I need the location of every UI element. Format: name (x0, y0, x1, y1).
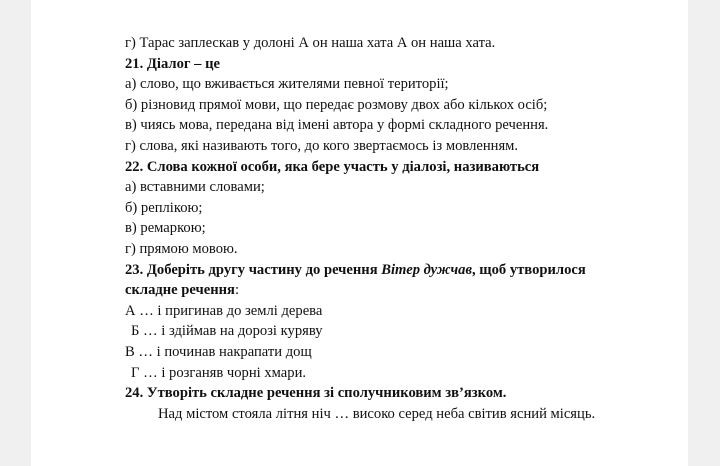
question-23-option-b: Б … і здіймав на дорозі куряву (131, 323, 323, 340)
question-21-option-b: б) різновид прямої мови, що передає розмову двох або кількох осіб; (125, 96, 548, 113)
question-21-option-a: а) слово, що вживається жителями певної території; (125, 76, 449, 93)
document-content (125, 33, 685, 424)
question-22-option-b: б) реплікою; (125, 199, 203, 216)
question-23-option-c: В … і починав накрапати дощ (125, 343, 312, 360)
question-23-title-part1: 23. Доберіть другу частину до речення (125, 261, 382, 278)
question-22-option-a: а) вставними словами; (125, 179, 265, 196)
answer-line-g-q20: г) Тарас заплескав у долоні А он наша хата А он наша хата. (125, 35, 496, 51)
question-21-option-c: в) чиясь мова, передана від імені автора у формі складного речення. (125, 117, 549, 134)
document-page (31, 0, 688, 466)
question-23-title (125, 260, 685, 281)
question-21-title: 21. Діалог – це (125, 55, 221, 72)
question-23-title-part2: , щоб утворилося (471, 261, 586, 278)
question-22-title: 22. Слова кожної особи, яка бере участь у діалозі, називаються (125, 158, 540, 175)
question-24-text: Над містом стояла літня ніч … високо серед неба світив ясний місяць. (158, 405, 596, 422)
question-23-title-line2 (125, 280, 685, 301)
question-24-title: 24. Утворіть складне речення зі сполучниковим зв’язком. (125, 385, 507, 402)
question-23-title-colon: : (234, 282, 240, 299)
question-21-option-d: г) слова, які називають того, до кого звертаємось із мовленням. (125, 137, 519, 154)
question-23-sentence: Вітер дужчав (381, 261, 472, 278)
question-23-option-a: А … і пригинав до землі дерева (125, 302, 323, 319)
question-22-option-d: г) прямою мовою. (125, 240, 238, 257)
question-23-option-d: Г … і розганяв чорні хмари. (131, 364, 307, 381)
question-22-option-c: в) ремаркою; (125, 220, 206, 237)
question-23-title-line2-text: складне речення (125, 282, 235, 299)
